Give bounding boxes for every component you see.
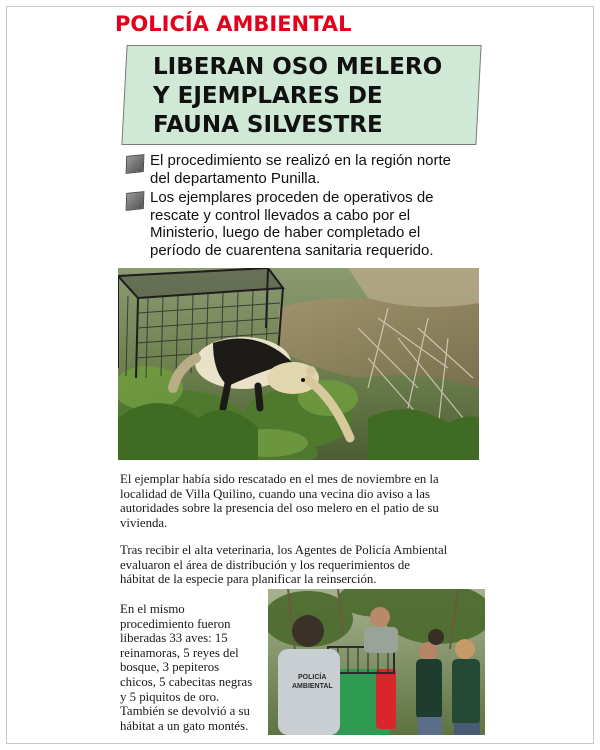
paragraph-line: El ejemplar había sido rescatado en el mes de noviembre en la — [120, 472, 439, 486]
bullet-line: rescate y control llevados a cabo por el — [150, 206, 411, 224]
vest-text: AMBIENTAL — [292, 683, 333, 690]
paragraph-line: liberadas 33 aves: 15 — [120, 631, 228, 646]
article-paragraph — [120, 543, 447, 587]
bullet-text — [150, 189, 466, 259]
paragraph-line: autoridades sobre la presencia del oso melero en el patio de su — [120, 501, 439, 516]
agents-photo-illustration — [268, 589, 485, 735]
bullet-line: del departamento Punilla. — [150, 169, 321, 187]
agents-release-photo — [268, 589, 485, 735]
paragraph-line: También se devolvió a su — [120, 704, 250, 719]
paragraph-line: vivienda. — [120, 515, 168, 530]
headline — [153, 53, 473, 140]
headline-line: FAUNA SILVESTRE — [153, 112, 383, 138]
bullet-line: Ministerio, luego de haber completado el — [150, 224, 421, 241]
gray-square-bullet-icon — [126, 191, 145, 211]
article-paragraph — [120, 602, 252, 733]
headline-line: Y EJEMPLARES DE — [153, 83, 383, 109]
section-title: POLICÍA AMBIENTAL — [115, 12, 352, 36]
bullet-line: Los ejemplares proceden de operativos de — [150, 189, 434, 206]
paragraph-line: hábitat a un gato montés. — [120, 718, 249, 733]
paragraph-line: chicos, 5 cabecitas negras — [120, 674, 253, 689]
paragraph-line: bosque, 3 pepiteros — [120, 660, 220, 675]
paragraph-line: reinamoras, 5 reyes del — [120, 645, 239, 660]
anteater-release-photo — [118, 268, 479, 460]
anteater-photo-illustration — [118, 268, 479, 460]
bullet-line: El procedimiento se realizó en la región norte — [150, 152, 452, 169]
paragraph-line: hábitat de la especie para planificar la reinserción. — [120, 572, 377, 587]
article-paragraph — [120, 472, 439, 530]
bullet-text — [150, 152, 466, 187]
bullet-line: período de cuarentena sanitaria requerido. — [150, 241, 434, 259]
summary-bullets — [126, 152, 466, 261]
summary-bullet — [126, 189, 466, 259]
paragraph-line: y 5 piquitos de oro. — [120, 689, 220, 704]
paragraph-line: localidad de Villa Quilino, cuando una vecina dio aviso a las — [120, 486, 430, 501]
paragraph-line: procedimiento fueron — [120, 616, 231, 631]
headline-line: LIBERAN OSO MELERO — [153, 54, 443, 80]
paragraph-line: En el mismo — [120, 602, 185, 616]
gray-square-bullet-icon — [126, 154, 145, 174]
vest-text: POLICÍA — [298, 674, 327, 681]
summary-bullet — [126, 152, 466, 187]
paragraph-line: evaluaron el área de distribución y los requerimientos de — [120, 557, 410, 572]
paragraph-line: Tras recibir el alta veterinaria, los Agentes de Policía Ambiental — [120, 543, 448, 557]
